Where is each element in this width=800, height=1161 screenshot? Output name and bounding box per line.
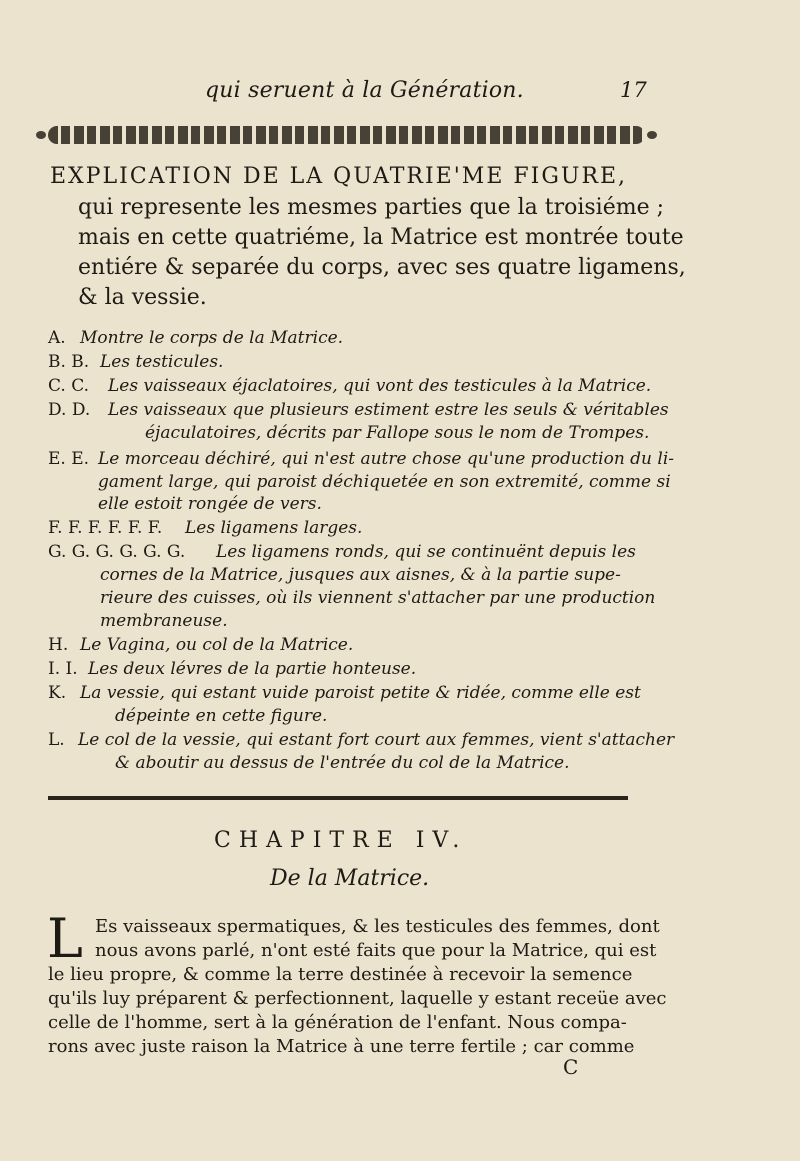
legend-text-continued: elle estoit rongée de vers. xyxy=(98,494,322,514)
legend-key: A. xyxy=(48,328,66,348)
legend-text: Les ligamens ronds, qui se continuënt depuis les xyxy=(216,542,636,562)
legend-text: Les deux lévres de la partie honteuse. xyxy=(88,659,417,679)
legend-text: Le morceau déchiré, qui n'est autre chose qu'une production du li- xyxy=(98,449,675,469)
legend-text: Les testicules. xyxy=(100,352,224,372)
legend-text-continued: cornes de la Matrice, jusques aux aisnes, & à la partie supe- xyxy=(100,565,621,585)
description-line: entiére & separée du corps, avec ses quatre ligamens, xyxy=(78,255,686,280)
legend-key: D. D. xyxy=(48,400,91,420)
section-heading: EXPLICATION DE LA QUATRIE'ME FIGURE, xyxy=(50,164,628,189)
legend-key: C. C. xyxy=(48,376,90,396)
chapter-subtitle: De la Matrice. xyxy=(270,866,430,891)
running-title: qui seruent à la Génération. xyxy=(205,78,524,103)
legend-text-continued: rieure des cuisses, où ils viennent s'attacher par une production xyxy=(100,588,656,608)
body-line: nous avons parlé, n'ont esté faits que pour la Matrice, qui est xyxy=(95,940,657,961)
signature-mark: C xyxy=(563,1055,579,1079)
legend-key: I. I. xyxy=(48,659,78,679)
legend-text-continued: dépeinte en cette figure. xyxy=(115,706,328,726)
section-divider xyxy=(48,796,628,800)
body-line: qu'ils luy préparent & perfectionnent, laquelle y estant receüe avec xyxy=(48,988,667,1009)
legend-key: F. F. F. F. F. F. xyxy=(48,518,163,538)
body-line: rons avec juste raison la Matrice à une terre fertile ; car comme xyxy=(48,1036,635,1057)
body-line: Es vaisseaux spermatiques, & les testicules des femmes, dont xyxy=(95,916,660,937)
legend-text: Montre le corps de la Matrice. xyxy=(80,328,344,348)
legend-key: K. xyxy=(48,683,67,703)
legend-text: Le col de la vessie, qui estant fort court aux femmes, vient s'attacher xyxy=(78,730,675,750)
legend-text: Les vaisseaux que plusieurs estiment estre les seuls & véritables xyxy=(108,400,669,420)
legend-text: Les ligamens larges. xyxy=(185,518,363,538)
body-line: celle de l'homme, sert à la génération de l'enfant. Nous compa- xyxy=(48,1012,627,1033)
legend-key: H. xyxy=(48,635,69,655)
ornamental-band xyxy=(48,126,645,144)
legend-key: E. E. xyxy=(48,449,90,469)
body-line: le lieu propre, & comme la terre destinée à recevoir la semence xyxy=(48,964,633,985)
legend-text: Les vaisseaux éjaclatoires, qui vont des testicules à la Matrice. xyxy=(108,376,652,396)
page-number: 17 xyxy=(620,78,647,102)
legend-text-continued: gament large, qui paroist déchiquetée en son extremité, comme si xyxy=(98,472,671,492)
drop-cap: L xyxy=(47,907,83,970)
description-line: qui represente les mesmes parties que la troisiéme ; xyxy=(78,195,665,220)
legend-text: Le Vagina, ou col de la Matrice. xyxy=(80,635,354,655)
legend-key: L. xyxy=(48,730,65,750)
legend-text-continued: & aboutir au dessus de l'entrée du col de la Matrice. xyxy=(115,753,570,773)
legend-text-continued: membraneuse. xyxy=(100,611,228,631)
description-line: & la vessie. xyxy=(78,285,207,310)
legend-text: La vessie, qui estant vuide paroist petite & ridée, comme elle est xyxy=(80,683,641,703)
legend-key: G. G. G. G. G. G. xyxy=(48,542,186,562)
legend-text-continued: éjaculatoires, décrits par Fallope sous le nom de Trompes. xyxy=(145,423,650,443)
description-line: mais en cette quatriéme, la Matrice est montrée toute xyxy=(78,225,684,250)
legend-key: B. B. xyxy=(48,352,90,372)
chapter-title: CHAPITRE IV. xyxy=(214,828,468,853)
